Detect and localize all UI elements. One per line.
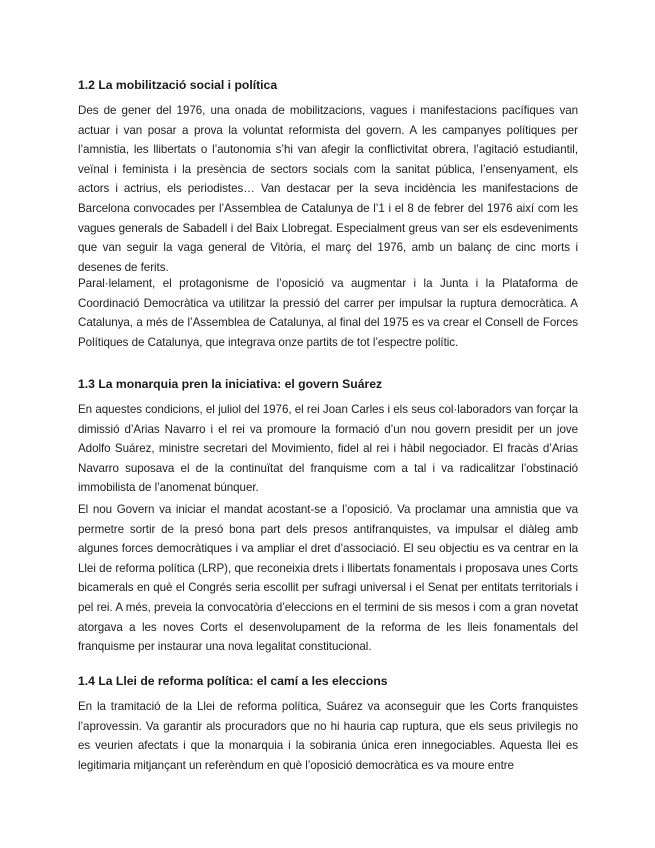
section-heading-1-4: 1.4 La Llei de reforma política: el camí a les eleccions <box>78 674 388 688</box>
paragraph-llei-reforma: En la tramitació de la Llei de reforma política, Suárez va aconseguir que les Corts franquistes l’aprovessin. Va garantir als procuradors que no hi hauria cap ruptura, que els seus privilegis no es veurien afectats i que la monarquia i la sobirania única eren innegociables. Aquesta llei es legitimaria mitjançant un referèndum en què l’oposició democràtica es va moure entre <box>78 700 578 772</box>
paragraph-mobilitzacions: Des de gener del 1976, una onada de mobilitzacions, vagues i manifestacions pacífiques van actuar i van posar a prova la voluntat reformista del govern. A les campanyes polítiques per l’amnistia, les llibertats o l’autonomia s’hi van afegir la conflictivitat obrera, l’agitació estudiantil, veïnal i feminista i la presència de sectors socials com la sanitat pública, l’ensenyament, els actors i actrius, els periodistes… Van destacar per la seva incidència les manifestacions de Barcelona convocades per l’Assemblea de Catalunya de l’1 i el 8 de febrer del 1976 així com les vagues generals de Sabadell i del Baix Llobregat. Especialment greus van ser els esdeveniments que van seguir la vaga general de Vitòria, el març del 1976, amb un balanç de cinc morts i desenes de ferits. <box>78 104 578 274</box>
section-heading-1-3: 1.3 La monarquia pren la iniciativa: el govern Suárez <box>78 377 383 391</box>
paragraph-nou-govern: El nou Govern va iniciar el mandat acostant-se a l’oposició. Va proclamar una amnistia que va permetre sortir de la presó bona part dels presos antifranquistes, va impulsar el diàleg amb algunes forces democràtiques i va ampliar el dret d’associació. El seu objectiu es va centrar en la Llei de reforma política (LRP), que reconeixia drets i llibertats fonamentals i proposava unes Corts bicamerals en què el Congrés seria escollit per sufragi universal i el Senat per entitats territorials i pel rei. A més, preveia la convocatòria d’eleccions en el termini de sis mesos i com a gran novetat atorgava a les noves Corts el desenvolupament de la reforma de les lleis fonamentals del franquisme per instaurar una nova legalitat constitucional. <box>78 503 578 654</box>
paragraph-govern-suarez: En aquestes condicions, el juliol del 1976, el rei Joan Carles i els seus col·laboradors van forçar la dimissió d’Arias Navarro i el rei va promoure la formació d’un nou govern presidit per un jove Adolfo Suárez, ministre secretari del Movimiento, fidel al rei i hàbil negociador. El fracàs d’Arias Navarro suposava el de la continuïtat del franquisme com a tal i va radicalitzar l’obstinació immobilista de l’anomenat búnquer. <box>78 403 578 495</box>
paragraph-oposicio: Paral·lelament, el protagonisme de l’oposició va augmentar i la Junta i la Plataforma de Coordinació Democràtica va utilitzar la pressió del carrer per impulsar la ruptura democràtica. A Catalunya, a més de l’Assemblea de Catalunya, al final del 1975 es va crear el Consell de Forces Polítiques de Catalunya, que integrava onze partits de tot l’espectre polític. <box>78 277 578 349</box>
section-heading-1-2: 1.2 La mobilització social i política <box>78 78 278 92</box>
